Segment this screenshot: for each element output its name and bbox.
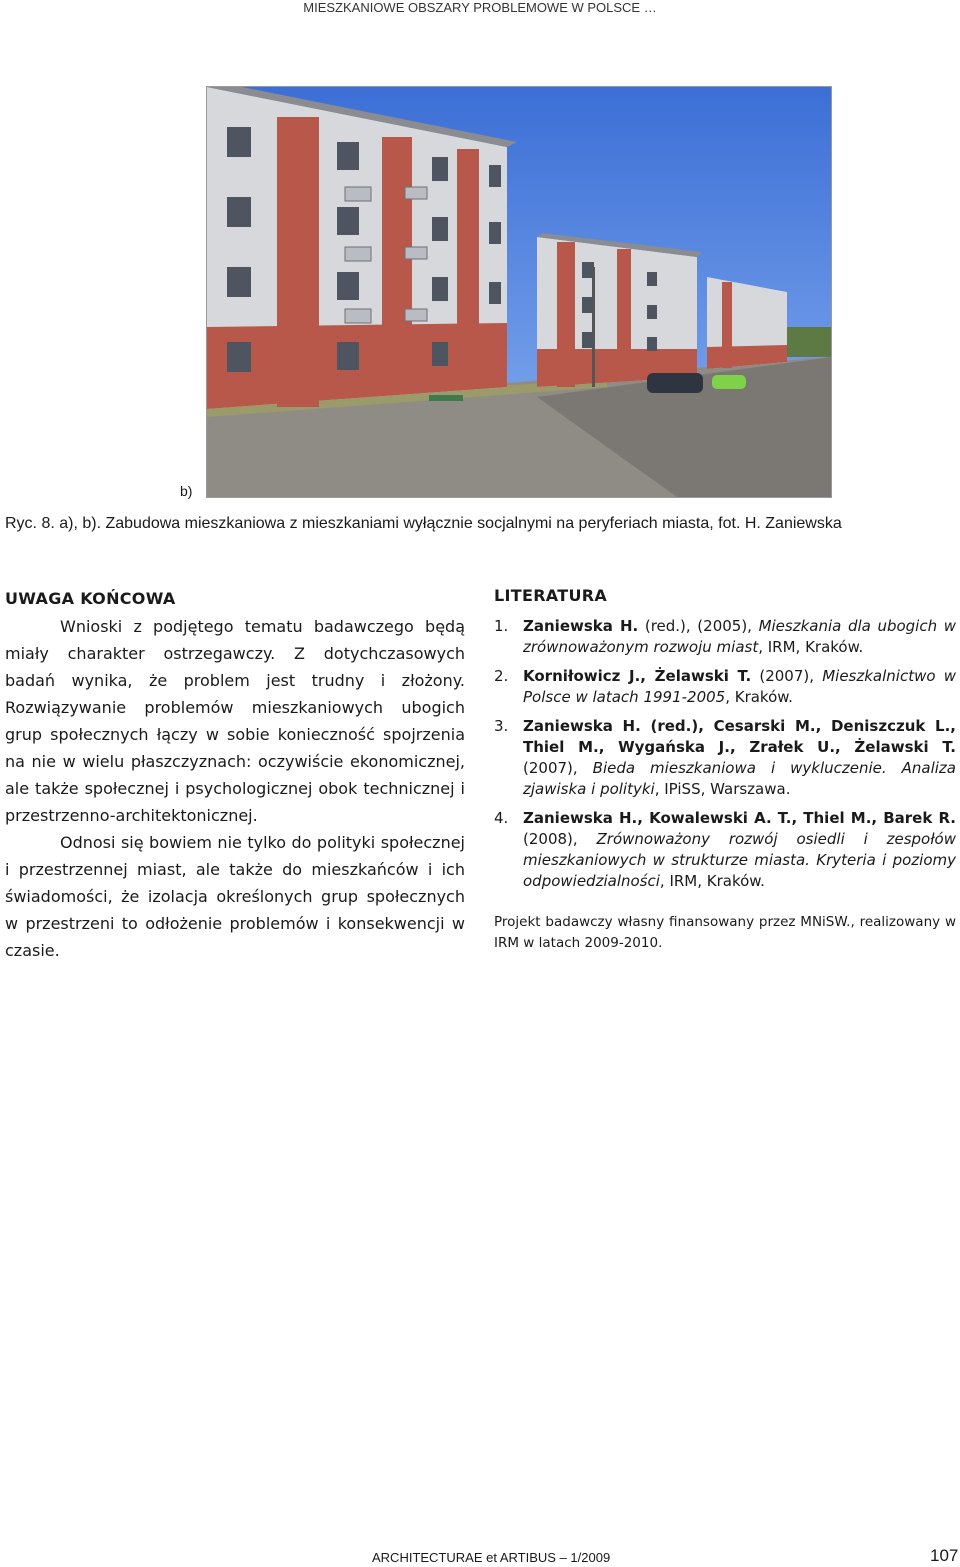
- paragraph: Odnosi się bowiem nie tylko do polityki społecznej i przestrzennej miast, ale także do mieszkańców i ich świadomości, że izolacja określonych grup społecznych w przestrzeni to odłożenie problemów i konsekwencji w czasie.: [5, 833, 465, 960]
- reference-publisher: , Kraków.: [725, 688, 793, 706]
- left-column: [5, 585, 465, 964]
- reference-authors: Korniłowicz J., Żelawski T.: [523, 667, 752, 685]
- reference-number: 4.: [494, 809, 509, 827]
- reference-number: 1.: [494, 617, 509, 635]
- reference-title: Mieszkalnictwo w Polsce w latach 1991-2005: [523, 667, 957, 706]
- reference-details: (2008),: [523, 830, 597, 848]
- reference-details: (2007),: [523, 759, 593, 777]
- references-heading: LITERATURA: [494, 586, 608, 605]
- section-heading: UWAGA KOŃCOWA: [5, 589, 176, 608]
- journal-footer: ARCHITECTURAE et ARTIBUS – 1/2009: [372, 1550, 611, 1565]
- right-column: [494, 585, 956, 954]
- reference-list: [494, 616, 956, 892]
- reference-authors: Zaniewska H., Kowalewski A. T., Thiel M., Barek R.: [523, 809, 956, 827]
- apartment-buildings-image: [207, 87, 831, 497]
- reference-authors: Zaniewska H.: [523, 617, 639, 635]
- reference-item: [494, 616, 956, 658]
- reference-publisher: , IRM, Kraków.: [659, 872, 765, 890]
- paragraph: Wnioski z podjętego tematu badawczego będą miały charakter ostrzegawczy. Z dotychczasowych badań wynika, że problem jest trudny i złożony. Rozwiązywanie problemów mieszkaniowych ubogich grup społecznych łączy w sobie konieczność spojrzenia na nie w wielu płaszczyznach: oczywiście ekonomicznej, ale także społecznej i psychologicznej obok technicznej i przestrzenno-architektonicznej.: [5, 617, 465, 825]
- reference-details: (red.), (2005),: [638, 617, 759, 635]
- reference-title: Mieszkania dla ubogich w zrównoważonym rozwoju miast: [523, 617, 956, 656]
- figure-caption: Ryc. 8. a), b). Zabudowa mieszkaniowa z mieszkaniami wyłącznie socjalnymi na peryferiach miasta, fot. H. Zaniewska: [5, 515, 842, 532]
- reference-details: (2007),: [751, 667, 823, 685]
- reference-number: 2.: [494, 667, 509, 685]
- reference-number: 3.: [494, 717, 509, 735]
- reference-authors: Zaniewska H. (red.), Cesarski M., Deniszczuk L., Thiel M., Wygańska J., Zrałek U., Żelawski T.: [523, 717, 956, 756]
- running-head: MIESZKANIOWE OBSZARY PROBLEMOWE W POLSCE …: [303, 0, 657, 15]
- reference-title: Bieda mieszkaniowa i wykluczenie. Analiza zjawiska i polityki: [523, 759, 956, 798]
- reference-publisher: , IPiSS, Warszawa.: [654, 780, 791, 798]
- reference-item: [494, 666, 956, 708]
- reference-title: Zrównoważony rozwój osiedli i zespołów mieszkaniowych w strukturze miasta. Kryteria i poziomy odpowiedzialności: [523, 830, 956, 890]
- reference-publisher: , IRM, Kraków.: [758, 638, 864, 656]
- project-funding-note: Projekt badawczy własny finansowany przez MNiSW., realizowany w IRM w latach 2009-2010.: [494, 914, 956, 951]
- figure-sublabel: b): [180, 483, 193, 499]
- housing-photo: [206, 86, 832, 498]
- reference-item: [494, 716, 956, 800]
- page-number: 107: [930, 1546, 959, 1565]
- reference-item: [494, 808, 956, 892]
